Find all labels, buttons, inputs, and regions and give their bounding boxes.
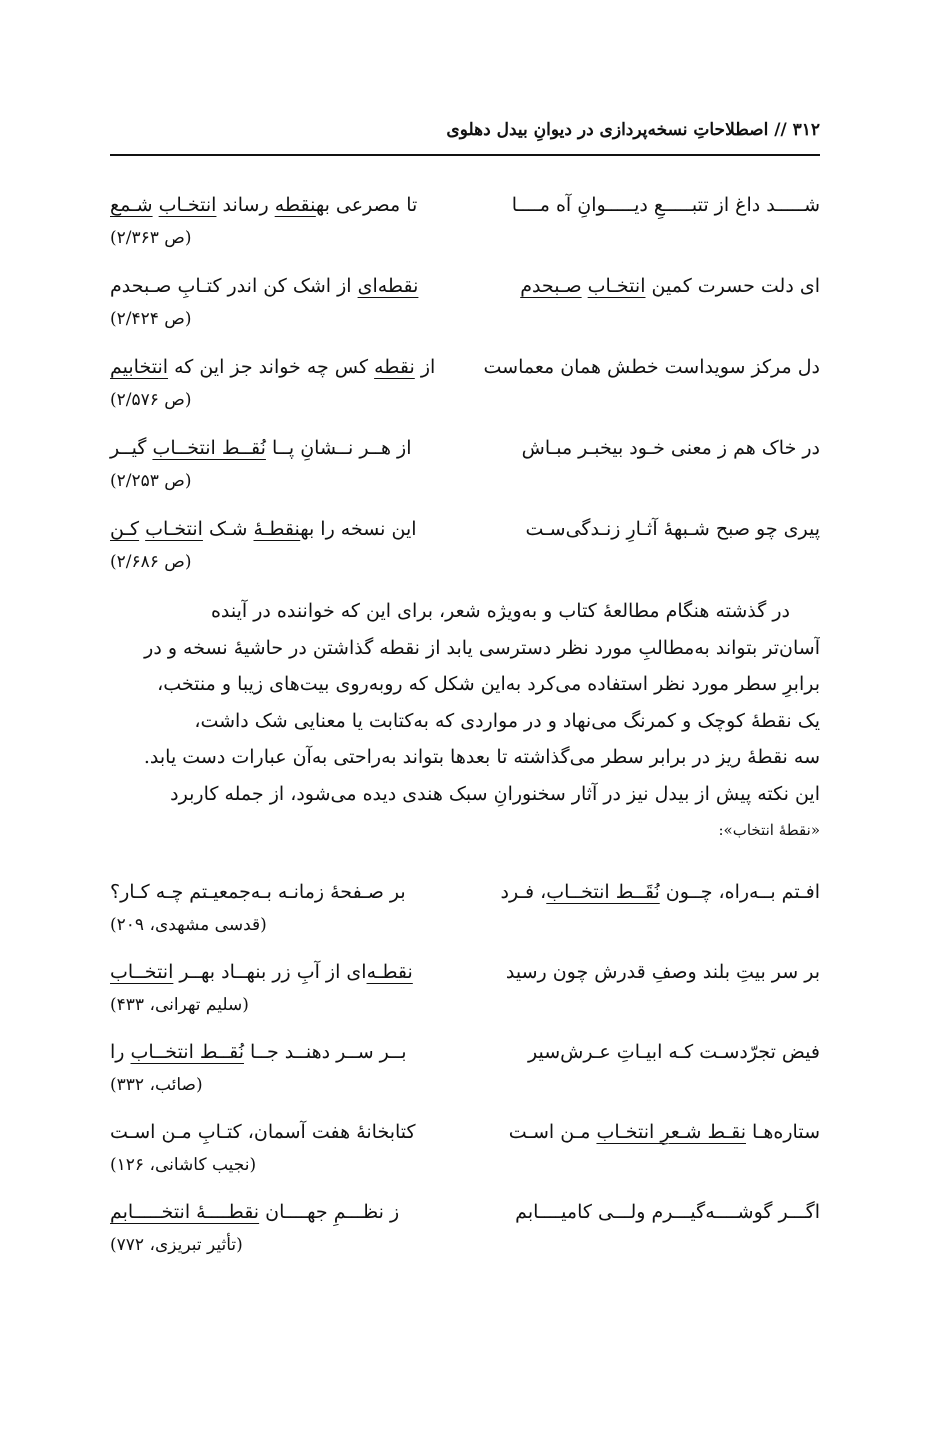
underlined-term: شـمع <box>110 194 153 216</box>
verse-text: اگـــر گوشــــه‌گیـــرم ولـــی کامیــــابم <box>515 1201 820 1223</box>
verse-citation: (ص ۲/۵۷۶) <box>110 390 192 410</box>
underlined-term: نقطــــۀ انتخـــــابم <box>110 1201 260 1223</box>
verse-text: فیض تجرّدسـت کـه ابیـاتِ عـرش‌سیر <box>528 1041 820 1063</box>
first-hemistich <box>512 188 820 222</box>
book-title: اصطلاحاتِ نسخه‌پردازی در دیوانِ بیدل دهلوی <box>446 120 769 140</box>
underlined-term: صـبحدم <box>520 275 582 297</box>
verse-text: ستاره‌هـا <box>746 1121 820 1143</box>
paragraph-line: برابرِ سطر مورد نظر استفاده می‌کرد به‌این شکل که روبه‌روی بیت‌های زیبا و منتخب، <box>157 673 820 695</box>
couplet <box>110 350 820 428</box>
first-hemistich <box>484 350 821 384</box>
second-hemistich <box>110 1115 416 1149</box>
paragraph-line: این نکته پیش از بیدل نیز در آثار سخنورانِ سبک هندی دیده می‌شود، از جمله کاربرد <box>170 782 820 805</box>
underlined-term: نُقــط انتخــاب <box>130 1041 244 1063</box>
verse-text: ، فـرد <box>500 881 547 903</box>
verse-citation: (صائب، ۳۳۲) <box>110 1075 203 1095</box>
underlined-term: نُقــط انتخــاب <box>152 437 266 459</box>
underlined-term: انتخــاب <box>110 961 174 983</box>
verse-citation: (قدسی مشهدی، ۲۰۹) <box>110 915 267 935</box>
underlined-term: انتخـاب <box>158 194 217 216</box>
second-hemistich <box>110 875 406 909</box>
first-hemistich <box>509 1115 820 1149</box>
paragraph-line: سه نقطۀ ریز در برابر سطر می‌گذاشته تا بعدها بتواند به‌راحتی به‌آن عبارات دست یابد. <box>143 746 820 768</box>
verse-text: شـــــد داغ از تتبـــــعِ دیـــــوانِ آه مــــا <box>511 194 820 216</box>
running-header <box>110 118 820 156</box>
underlined-term: نقطه‌ای <box>357 275 419 297</box>
first-hemistich <box>525 512 820 546</box>
verse-text: افـتم بــه‌راه، چــون <box>659 881 820 903</box>
underlined-term: نقطه <box>274 194 316 216</box>
verse-text: بــر ســر دهنــد جــا <box>243 1041 407 1063</box>
verse-text: رساند <box>216 194 275 216</box>
verse-text: این نسخه را به <box>300 518 417 540</box>
underlined-term: کـن <box>110 518 140 540</box>
verse-text: را <box>110 1041 131 1063</box>
underlined-term: نُقَــط انتخــاب <box>546 881 660 903</box>
first-hemistich <box>501 875 820 909</box>
verse-text: شـک <box>202 518 254 540</box>
first-hemistich <box>506 955 820 989</box>
verse-text: تا مصرعی به <box>315 194 418 216</box>
couplet <box>110 1195 820 1273</box>
verse-text: گیــر <box>110 437 153 459</box>
underlined-term: نقطـۀ <box>253 518 301 540</box>
verse-citation: (ص ۲/۲۵۳) <box>110 471 192 491</box>
verse-text: بر سر بیتِ بلند وصفِ قدرش چون رسید <box>505 961 820 983</box>
second-hemistich <box>110 1035 407 1069</box>
verse-text: ‌ای از آبِ زر بنهــاد بهــر <box>173 961 367 983</box>
verse-text: بر صـفحۀ زمانـه بـه‌جمعیـتم چـه کـار؟ <box>110 881 406 903</box>
header-text <box>446 120 820 140</box>
couplet <box>110 875 820 953</box>
first-hemistich <box>520 269 820 303</box>
couplet <box>110 269 820 347</box>
verse-citation: (سلیم تهرانی، ۴۳۳) <box>110 995 249 1015</box>
paragraph-line: در گذشته هنگام مطالعۀ کتاب و به‌ویژه شعر، برای این که خواننده در آینده <box>210 600 790 622</box>
underlined-term: انتخـاب <box>587 275 646 297</box>
verse-text: از اشک کن اندر کتـابِ صـبحدم <box>110 275 358 297</box>
second-hemistich <box>110 269 418 303</box>
verse-citation: (ص ۲/۳۶۳) <box>110 228 192 248</box>
first-hemistich <box>515 1195 820 1229</box>
verse-text: مـن اسـت <box>508 1121 597 1143</box>
verse-citation: (ص ۲/۴۲۴) <box>110 309 192 329</box>
couplet <box>110 188 820 266</box>
paragraph-last-line: «نقطۀ انتخاب»: <box>718 821 820 839</box>
body-paragraph <box>110 593 820 849</box>
couplet <box>110 1035 820 1113</box>
page-number: ۳۱۲ <box>792 120 820 140</box>
verse-citation: (نجیب کاشانی، ۱۲۶) <box>110 1155 257 1175</box>
verse-text: در خاک هم ز معنی خـود بیخبـر مبـاش <box>521 437 820 459</box>
header-separator: // <box>774 120 787 140</box>
underlined-term: انتخـاب <box>145 518 203 540</box>
underlined-term: نقـط شـعرِ انتخـاب <box>596 1121 746 1143</box>
couplet <box>110 1115 820 1193</box>
second-hemistich <box>110 350 435 384</box>
verse-citation: (تأثیر تبریزی، ۷۷۲) <box>110 1235 243 1255</box>
second-hemistich <box>110 188 417 222</box>
underlined-term: نقطـه <box>366 961 413 983</box>
couplet <box>110 955 820 1033</box>
paragraph-line: یک نقطۀ کوچک و کمرنگ می‌نهاد و در مواردی که به‌کتابت یا معنایی شک داشت، <box>194 709 820 732</box>
verse-text: کتابخانۀ هفت آسمان، کتـابِ مـن اسـت <box>110 1121 416 1143</box>
second-hemistich <box>110 955 413 989</box>
second-hemistich <box>110 512 417 546</box>
verse-text: دل مرکز سویداست خطش همان معماست <box>483 356 820 378</box>
first-hemistich <box>528 1035 820 1069</box>
second-hemistich <box>110 431 412 465</box>
verse-text: پیری چو صبح شـبهۀ آثـارِ زنـدگی‌سـت <box>525 518 820 540</box>
paragraph-line: آسان‌تر بتواند به‌مطالبِ مورد نظر دسترسی یابد از نقطه گذاشتن در حاشیۀ نسخه و در <box>144 636 820 659</box>
verse-text: از هــر نــشانِ پــا <box>265 437 412 459</box>
verse-text: ز نظـــمِ جهــــان <box>259 1201 400 1223</box>
underlined-term: نقطه <box>374 356 415 378</box>
underlined-term: انتخابیم <box>110 356 169 378</box>
verse-text: ای دلت حسرت کمین <box>645 275 820 297</box>
verse-text: کس چه خواند جز این که <box>168 356 375 378</box>
verse-citation: (ص ۲/۶۸۶) <box>110 552 192 572</box>
first-hemistich <box>522 431 820 465</box>
verse-text: از <box>414 356 436 378</box>
couplet <box>110 431 820 509</box>
second-hemistich <box>110 1195 399 1229</box>
couplet <box>110 512 820 590</box>
